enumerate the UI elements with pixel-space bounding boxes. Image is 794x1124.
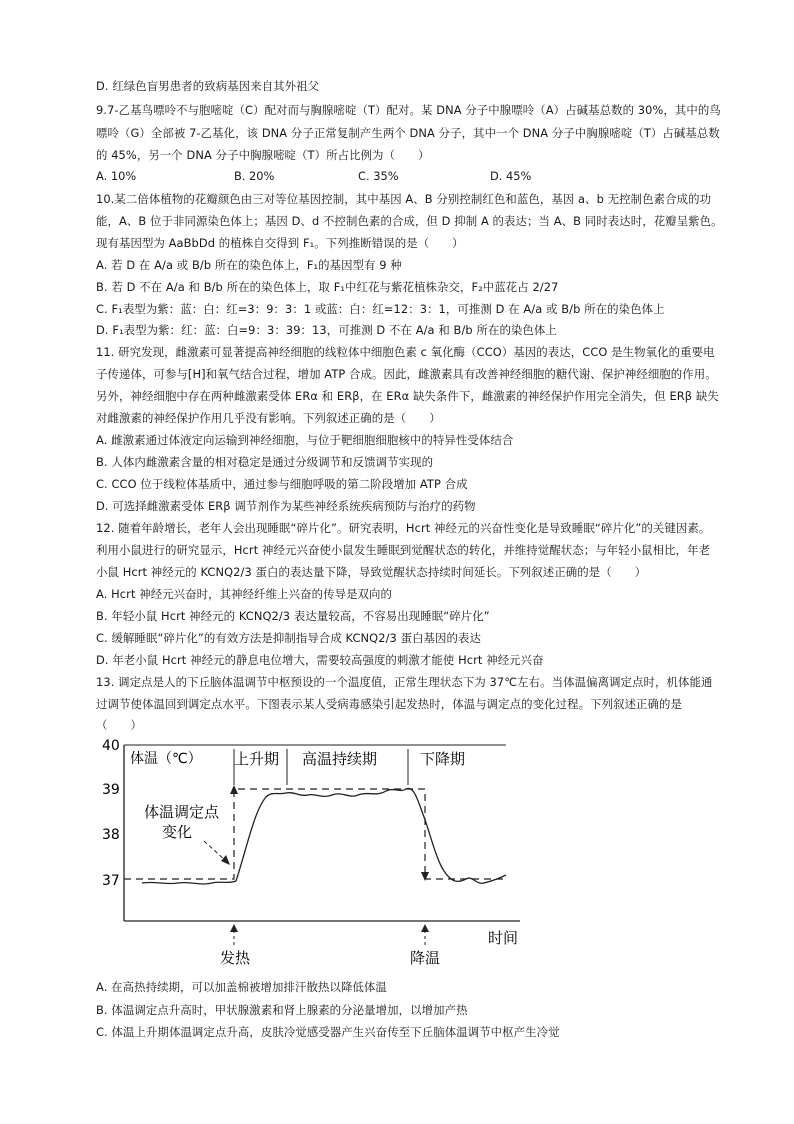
fever-label: 发热 [220,949,251,967]
phase-label-rise: 上升期 [234,750,280,768]
q10-option-a: A. 若 D 在 A/a 或 B/b 所在的染色体上，F₁的基因型有 9 种 [96,258,402,272]
q13-stem-line: 13. 调定点是人的下丘脑体温调节中枢预设的一个温度值，正常生理状态下为 37℃左右。当体温偏离调定点时，机体能通 [96,675,713,689]
q10-option-b: B. 若 D 不在 A/a 和 B/b 所在的染色体上，取 F₁中红花与紫花植株杂交，F₂中蓝花占 2/27 [96,280,559,294]
q10-option-d: D. F₁表型为紫：红：蓝：白=9：3：39：13，可推测 D 不在 A/a 和 B/b 所在的染色体上 [96,323,557,337]
y-tick-label: 39 [102,782,120,798]
cooling-label: 降温 [410,949,441,967]
set-point-up-arrow [230,785,238,794]
q11-option-a: A. 雌激素通过体液定向运输到神经细胞，与位于靶细胞细胞核中的特异性受体结合 [96,433,514,447]
q11-option-d: D. 可选择雌激素受体 ERβ 调节剂作为某些神经系统疾病预防与治疗的药物 [96,499,476,513]
q13-option-c: C. 体温上升期体温调定点升高，皮肤冷觉感受器产生兴奋传至下丘脑体温调节中枢产生冷觉 [96,1025,560,1039]
q10-option-c: C. F₁表型为紫：蓝：白：红=3：9：3：1 或蓝：白：红=12：3：1，可推测 D 在 A/a 或 B/b 所在的染色体上 [96,302,665,316]
annotation-pointer [204,841,226,861]
q12-stem-line: 12. 随着年龄增长，老年人会出现睡眠“碎片化”。研究表明，Hcrt 神经元的兴奋性变化是导致睡眠“碎片化”的关键因素。 [96,521,711,535]
q11-option-c: C. CCO 位于线粒体基质中，通过参与细胞呼吸的第二阶段增加 ATP 合成 [96,477,468,491]
q12-stem-line: 小鼠 Hcrt 神经元的 KCNQ2/3 蛋白的表达量下降，导致觉醒状态持续时间延长。下列叙述正确的是（ ） [96,565,647,579]
set-point-annotation-line: 变化 [162,823,193,841]
q9-stem-line: 的 45%，另一个 DNA 分子中胸腺嘧啶（T）所占比例为（ ） [96,148,430,162]
q10-stem-line: 现有基因型为 AaBbDd 的植株自交得到 F₁。下列推断错误的是（ ） [96,236,464,250]
phase-label-plateau: 高温持续期 [302,750,378,768]
x-axis-label: 时间 [488,929,519,947]
q10-stem-line: 能，A、B 位于非同源染色体上；基因 D、d 不控制色素的合成，但 D 抑制 A 的表达；当 A、B 同时表达时，花瓣呈紫色。 [96,214,723,228]
q9-option-d: D. 45% [490,169,532,183]
q9-stem-line: 嘌呤（G）全部被 7-乙基化，该 DNA 分子正常复制产生两个 DNA 分子，其中一个 DNA 分子中胸腺嘧啶（T）占碱基总数 [96,126,720,140]
body-temperature-figure [96,733,536,973]
q10-stem-line: 10.某二倍体植物的花瓣颜色由三对等位基因控制，其中基因 A、B 分别控制红色和蓝色，基因 a、b 无控制色素合成的功 [96,192,712,206]
set-point-down-arrow [421,872,429,881]
q9-option-b: B. 20% [234,169,275,183]
q9-options [96,169,706,183]
q8-option-d: D. 红绿色盲男患者的致病基因来自其外祖父 [96,79,320,93]
q12-option-a: A. Hcrt 神经元兴奋时，其神经纤维上兴奋的传导是双向的 [96,587,393,601]
phase-label-fall: 下降期 [420,750,466,768]
y-tick-label: 38 [102,827,120,843]
q9-option-c: C. 35% [358,169,399,183]
q13-option-b: B. 体温调定点升高时，甲状腺激素和肾上腺素的分泌量增加，以增加产热 [96,1003,468,1017]
q13-option-a: A. 在高热持续期，可以加盖棉被增加排汗散热以降低体温 [96,980,387,994]
q12-option-d: D. 年老小鼠 Hcrt 神经元的静息电位增大，需要较高强度的刺激才能使 Hcrt 神经元兴奋 [96,653,544,667]
q13-stem-line: （ ） [96,718,142,732]
q11-stem-line: 11. 研究发现，雌激素可显著提高神经细胞的线粒体中细胞色素 c 氧化酶（CCO）基因的表达，CCO 是生物氧化的重要电 [96,345,715,359]
q9-option-a: A. 10% [96,169,137,183]
q12-option-c: C. 缓解睡眠“碎片化”的有效方法是抑制指导合成 KCNQ2/3 蛋白基因的表达 [96,631,482,645]
fever-arrow-head [230,924,238,932]
q11-option-b: B. 人体内雌激素含量的相对稳定是通过分级调节和反馈调节实现的 [96,455,434,469]
set-point-annotation-line: 体温调定点 [144,803,220,821]
q12-stem-line: 利用小鼠进行的研究显示，Hcrt 神经元兴奋使小鼠发生睡眠到觉醒状态的转化，并维持觉醒状态；与年轻小鼠相比，年老 [96,543,711,557]
q12-option-b: B. 年轻小鼠 Hcrt 神经元的 KCNQ2/3 表达量较高，不容易出现睡眠“碎片化” [96,609,490,623]
q9-stem-line: 9.7-乙基鸟嘌呤不与胞嘧啶（C）配对而与胸腺嘧啶（T）配对。某 DNA 分子中腺嘌呤（A）占碱基总数的 30%，其中的鸟 [96,103,721,117]
q13-stem-line: 过调节使体温回到调定点水平。下图表示某人受病毒感染引起发热时，体温与调定点的变化过程。下列叙述正确的是 [96,697,683,711]
annotation-pointer-head [221,855,230,865]
cooling-arrow-head [421,924,429,932]
y-tick-label: 40 [102,738,120,754]
q11-stem-line: 子传递体，可参与[H]和氧气结合过程，增加 ATP 合成。因此，雌激素具有改善神经细胞的糖代谢、保护神经细胞的作用。 [96,367,717,381]
y-axis-label: 体温（℃） [130,751,202,767]
set-point-annotation [144,803,224,841]
q11-stem-line: 对雌激素的神经保护作用几乎没有影响。下列叙述正确的是（ ） [96,411,441,425]
q11-stem-line: 另外，神经细胞中存在两种雌激素受体 ERα 和 ERβ，在 ERα 缺失条件下，雌激素的神经保护作用完全消失，但 ERβ 缺失 [96,389,719,403]
y-tick-label: 37 [102,873,120,889]
